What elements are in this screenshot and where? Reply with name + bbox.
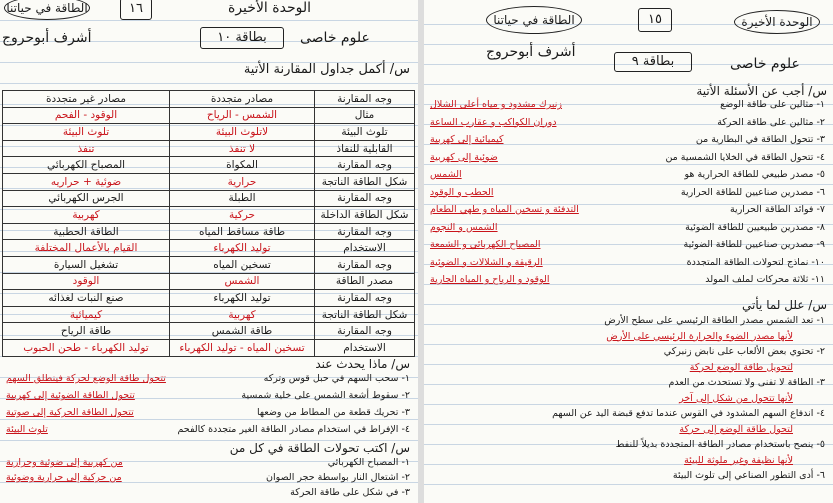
- answer-text: كيميائية إلى كهربية: [430, 134, 504, 145]
- question-text: ٤- اندفاع السهم المشدود في القوس عندما تدفع قبضة اليد عن السهم: [552, 408, 825, 419]
- answer-text: لتحويل طاقة الوضع لحركة: [689, 361, 793, 373]
- table-row: [3, 91, 415, 108]
- question-text: ٦- أدى التطور الصناعي إلى تلوث البيئة: [672, 470, 825, 481]
- question-text: ٥- مصدر طبيعي للطاقة الحرارية هو: [684, 169, 825, 180]
- table-cell-nonrenewable: تنفذ: [3, 140, 170, 157]
- table-cell-nonrenewable: الطاقة الحطبية: [3, 223, 170, 240]
- question-text: ١١- ثلاثة محركات لملف المولد: [705, 274, 825, 285]
- card-label: بطاقة ٩: [614, 52, 692, 72]
- author-name: أشرف أبوحروج: [486, 44, 576, 60]
- answer-text: الرقيقة و الشلالات و الضوئية: [430, 256, 543, 268]
- question-text: ١- المصباح الكهربائي: [327, 457, 410, 468]
- answer-text: لأنها مصدر الضوء والحرارة الرئيسي على الأرض: [606, 330, 793, 342]
- table-row: [3, 107, 415, 124]
- question-text: ٢- اشتعال النار بواسطة حجر الصوان: [266, 472, 410, 483]
- answer-text: من كهربية إلى ضوئية وحرارية: [6, 457, 123, 468]
- table-cell-nonrenewable: المصباح الكهربائي: [3, 157, 170, 174]
- answer-text: الشمس: [430, 169, 462, 180]
- table-cell-renewable: توليد الكهرباء: [170, 240, 315, 257]
- question-text: ١- سحب السهم في حبل قوس وتركه: [263, 373, 410, 384]
- answer-text: الشمس و النجوم: [430, 221, 498, 233]
- table-cell-renewable: توليد الكهرباء: [170, 290, 315, 307]
- author-name: أشرف أبوحروج: [2, 30, 92, 46]
- answer-text: تتحول الطاقة الحركية إلى صوتية: [6, 407, 134, 418]
- table-cell-aspect: وجه المقارنة: [315, 190, 415, 207]
- table-cell-renewable: تسخين المياه - توليد الكهرباء: [170, 339, 315, 356]
- table-cell-aspect: شكل الطاقة الناتجة: [315, 306, 415, 323]
- table-cell-aspect: مثال: [315, 107, 415, 124]
- table-cell-aspect: وجه المقارنة: [315, 157, 415, 174]
- subject-label: علوم خاصى: [300, 30, 370, 46]
- table-row: [3, 140, 415, 157]
- table-row: [3, 190, 415, 207]
- page-number: ١٦: [120, 0, 152, 20]
- table-cell-aspect: وجه المقارنة: [315, 91, 415, 108]
- answer-text: تلوث البيئة: [6, 424, 48, 435]
- q2-title: س/ ماذا يحدث عند: [315, 357, 410, 371]
- table-row: [3, 323, 415, 340]
- question-text: ٣- في شكل على طاقة الحركة: [290, 487, 410, 498]
- question-text: ١- مثالين على طاقة الوضع: [720, 99, 825, 110]
- table-cell-nonrenewable: كهربية: [3, 207, 170, 224]
- answer-text: لأنها تتحول من شكل إلى آخر: [679, 392, 793, 404]
- unit-title: الوحدة الأخيرة: [228, 0, 311, 16]
- table-cell-renewable: الشمس - الرياح: [170, 107, 315, 124]
- ruled-line: [0, 419, 418, 420]
- table-cell-nonrenewable: صنع النبات لغذائه: [3, 290, 170, 307]
- table-row: [3, 306, 415, 323]
- table-row: [3, 256, 415, 273]
- table-cell-renewable: حركية: [170, 207, 315, 224]
- page-number: ١٥: [638, 8, 672, 32]
- table-row: [3, 124, 415, 141]
- table-cell-renewable: طاقة الشمس: [170, 323, 315, 340]
- table-row: [3, 207, 415, 224]
- table-cell-aspect: شكل الطاقة الداخلة: [315, 207, 415, 224]
- q3-title: س/ اكتب تحولات الطاقة في كل من: [229, 441, 410, 455]
- table-cell-aspect: وجه المقارنة: [315, 290, 415, 307]
- table-cell-renewable: الشمس: [170, 273, 315, 290]
- table-cell-nonrenewable: الوقود: [3, 273, 170, 290]
- card-label: بطاقة ١٠: [200, 27, 284, 49]
- table-cell-nonrenewable: تلوث البيئة: [3, 124, 170, 141]
- question-text: ٣- تتحول الطاقة في البطارية من: [695, 134, 825, 145]
- answer-text: الوقود و الرياح و المياه الجارية: [430, 274, 550, 285]
- answer-text: لأنها نظيفة وغير ملوثة للبيئة: [684, 454, 793, 466]
- table-cell-nonrenewable: مصادر غير متجددة: [3, 91, 170, 108]
- question-text: ٤- تتحول الطاقة في الخلايا الشمسية من: [665, 151, 825, 163]
- table-cell-renewable: لاتلوث البيئة: [170, 124, 315, 141]
- table-cell-nonrenewable: كيميائية: [3, 306, 170, 323]
- ruled-line: [424, 184, 833, 185]
- table-cell-aspect: وجه المقارنة: [315, 223, 415, 240]
- question-text: ٢- مثالين على طاقة الحركة: [717, 116, 825, 128]
- table-cell-aspect: الاستخدام: [315, 339, 415, 356]
- question-text: ٤- الإفراط في استخدام مصادر الطاقة الغير متجددة كالفحم: [177, 424, 410, 435]
- table-cell-renewable: تسخين المياه: [170, 256, 315, 273]
- answer-text: تتحول طاقة الوضع لحركة فينطلق السهم: [6, 373, 166, 384]
- question-text: ٩- مصدرين صناعيين للطاقة الضوئية: [683, 239, 825, 250]
- table-cell-aspect: الاستخدام: [315, 240, 415, 257]
- table-row: [3, 240, 415, 257]
- question-text: ٦- مصدرين صناعيين للطاقة الحرارية: [680, 186, 825, 198]
- question-text: ٣- الطاقة لا تفنى ولا تستحدث من العدم: [668, 377, 825, 388]
- ruled-line: [0, 20, 418, 21]
- table-row: [3, 223, 415, 240]
- question-text: ٣- تحريك قطعة من المطاط من وضعها: [257, 407, 410, 418]
- table-row: [3, 157, 415, 174]
- table-row: [3, 273, 415, 290]
- table-cell-aspect: مصدر الطاقة: [315, 273, 415, 290]
- table-cell-nonrenewable: طاقة الرياح: [3, 323, 170, 340]
- header-title: الطاقة في حياتنا: [486, 6, 582, 34]
- table-cell-renewable: المكواة: [170, 157, 315, 174]
- table-cell-nonrenewable: ضوئية + حراريه: [3, 173, 170, 190]
- right-page: [424, 0, 833, 503]
- table-cell-renewable: لا تنفذ: [170, 140, 315, 157]
- question-text: ٧- فوائد الطاقة الحرارية: [729, 204, 825, 215]
- comparison-table: [2, 90, 415, 357]
- answer-text: دوران الكواكب و عقارب الساعة: [430, 116, 557, 128]
- answer-text: لتحول طاقة الوضع إلى حركة: [679, 423, 793, 435]
- answer-text: الحطب و الوقود: [430, 186, 494, 198]
- question-text: ١٠- نماذج لتحولات الطاقة المتجددة: [686, 256, 825, 268]
- question-text: ٢- سقوط أشعة الشمس على خلية شمسية: [241, 390, 410, 401]
- table-cell-aspect: تلوث البيئة: [315, 124, 415, 141]
- answer-text: المصباح الكهربائي و الشمعة: [430, 239, 541, 250]
- header-title: الطاقة في حياتنا: [4, 0, 90, 20]
- table-cell-nonrenewable: توليد الكهرباء - طحن الحبوب: [3, 339, 170, 356]
- table-row: [3, 339, 415, 356]
- table-cell-renewable: طاقة مساقط المياه: [170, 223, 315, 240]
- table-cell-nonrenewable: الجرس الكهربائي: [3, 190, 170, 207]
- table-cell-aspect: وجه المقارنة: [315, 323, 415, 340]
- answer-text: من حركية إلى حرارية وضوئية: [6, 472, 122, 483]
- question-text: ١- تعد الشمس مصدر الطاقة الرئيسي على سطح الأرض: [604, 315, 825, 326]
- ruled-line: [424, 484, 833, 485]
- ruled-line: [0, 83, 418, 84]
- table-row: [3, 290, 415, 307]
- table-cell-aspect: وجه المقارنة: [315, 256, 415, 273]
- table-cell-nonrenewable: تشغيل السيارة: [3, 256, 170, 273]
- question-text: ٥- ينصح باستخدام مصادر الطاقة المتجددة بديلاً للنفط: [615, 439, 825, 450]
- table-cell-renewable: حرارية: [170, 173, 315, 190]
- q2-title: س/ علل لما يأتي: [742, 298, 827, 312]
- q1-title: س/ أجب عن الأسئلة الأتية: [696, 84, 827, 98]
- table-cell-nonrenewable: الوقود - الفحم: [3, 107, 170, 124]
- table-cell-renewable: مصادر متجددة: [170, 91, 315, 108]
- table-cell-aspect: القابلية للنفاذ: [315, 140, 415, 157]
- ruled-line: [424, 344, 833, 345]
- table-cell-renewable: كهربية: [170, 306, 315, 323]
- table-cell-aspect: شكل الطاقة الناتجة: [315, 173, 415, 190]
- table-cell-nonrenewable: القيام بالأعمال المختلفة: [3, 240, 170, 257]
- answer-text: ضوئية إلى كهربية: [430, 151, 498, 163]
- subject-label: علوم خاصى: [730, 56, 800, 72]
- answer-text: تتحول الطاقة الضوئية إلى كهربية: [6, 390, 135, 401]
- question-text: ٨- مصدرين طبيعيين للطاقة الضوئية: [685, 221, 825, 233]
- answer-text: زنبرك مشدود و مياه أعلى الشلال: [430, 99, 563, 110]
- unit-title: الوحدة الأخيرة: [734, 10, 820, 34]
- instruction: س/ أكمل جداول المقارنة الأتية: [243, 62, 410, 77]
- ruled-line: [424, 164, 833, 165]
- table-row: [3, 173, 415, 190]
- answer-text: التدفئة و تسخين المياه و طهي الطعام: [430, 204, 579, 215]
- question-text: ٢- تحتوي بعض الألعاب على نابض زنبركي: [663, 346, 825, 357]
- table-cell-renewable: الطبلة: [170, 190, 315, 207]
- ruled-line: [424, 404, 833, 405]
